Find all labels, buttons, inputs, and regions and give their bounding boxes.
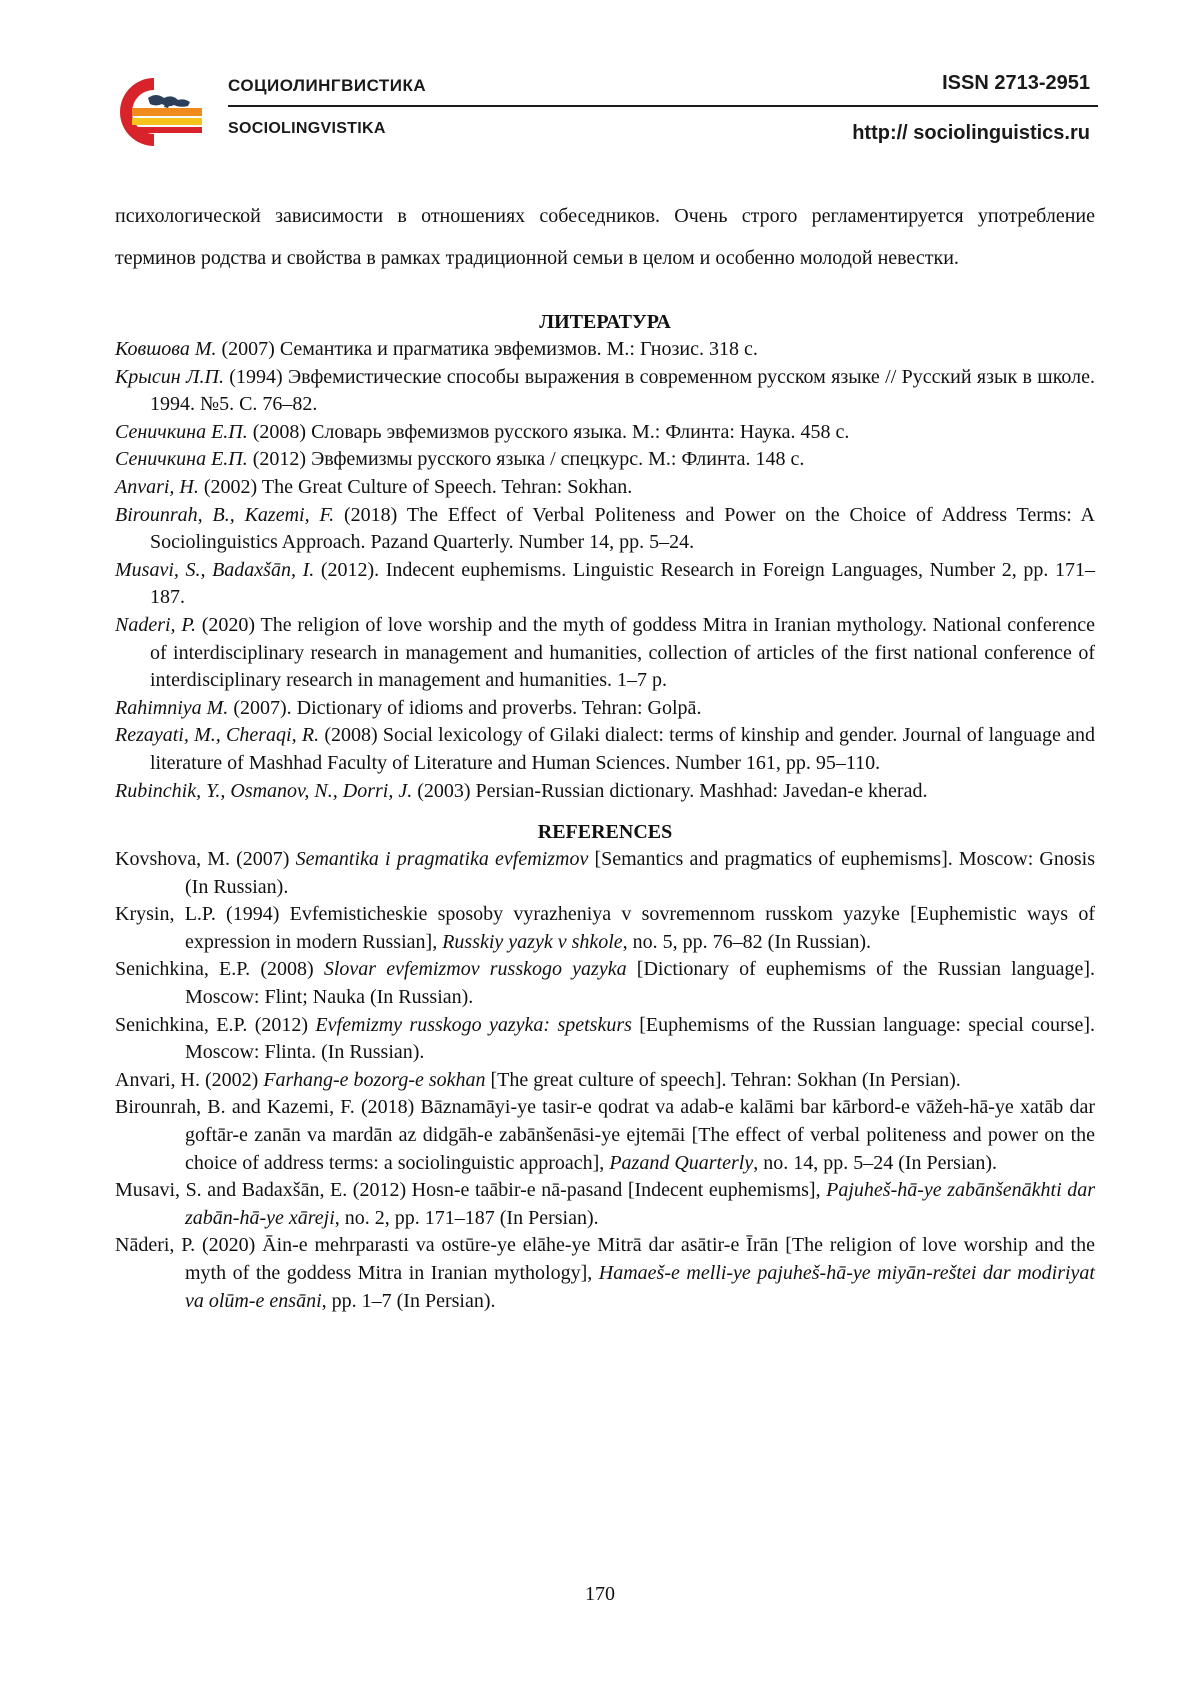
- literature-item: [115, 502, 1095, 557]
- literature-text: (1994) Эвфемистические способы выражения в современном русском языке // Русский язык в школе. 1994. №5. С. 76–82.: [150, 365, 1095, 416]
- literature-item: [115, 336, 1095, 364]
- literature-author: Крысин Л.П.: [115, 365, 224, 388]
- literature-author: Birounrah, B., Kazemi, F.: [115, 503, 335, 526]
- literature-text: (2020) The religion of love worship and the myth of goddess Mitra in Iranian mythology. National conference of interdisciplinary research in management and humanities, collection of articles of the first national conference of interdisciplinary research in management and humanities. 1–7 p.: [150, 613, 1095, 692]
- reference-item: [115, 1012, 1095, 1067]
- reference-text: Musavi, S. and Badaxšān, E. (2012) Hosn-e taābir-e nā-pasand [Indecent euphemisms],: [115, 1179, 827, 1202]
- reference-text: [Semantics and pragmatics of euphemisms]. Moscow: Gnosis (In Russian).: [185, 848, 1095, 898]
- reference-item: [115, 901, 1095, 956]
- journal-title-en: SOCIOLINGVISTIKA: [228, 120, 386, 137]
- literature-author: Rubinchik, Y., Osmanov, N., Dorri, J.: [115, 779, 413, 802]
- header-divider: [228, 105, 1098, 107]
- reference-text: Anvari, H. (2002): [115, 1068, 264, 1091]
- literature-item: [115, 446, 1095, 474]
- literature-text: (2007) Семантика и прагматика эвфемизмов. М.: Гнозис. 318 с.: [216, 338, 758, 360]
- reference-title-italic: Farhang-e bozorg-e sokhan: [263, 1068, 486, 1091]
- literature-item: [115, 557, 1095, 612]
- page-number: 170: [585, 1583, 615, 1605]
- literature-author: Сеничкина Е.П.: [115, 448, 248, 471]
- references-heading: REFERENCES: [537, 821, 673, 844]
- literature-item: [115, 364, 1095, 419]
- reference-text: [Dictionary of euphemisms of the Russian language]. Moscow: Flint; Nauka (In Russian).: [185, 958, 1096, 1009]
- reference-item: [115, 846, 1095, 901]
- page-header: [0, 0, 1200, 160]
- journal-title-ru: СОЦИОЛИНГВИСТИКА: [228, 76, 427, 95]
- literature-list: [115, 336, 1095, 805]
- reference-text: Senichkina, E.P. (2012): [115, 1013, 316, 1036]
- literature-author: Rezayati, M., Cheraqi, R.: [115, 724, 320, 747]
- literature-heading: ЛИТЕРАТУРА: [539, 311, 671, 333]
- literature-text: (2018) The Effect of Verbal Politeness and Power on the Choice of Address Terms: A Sociolinguistics Approach. Pazand Quarterly. Number 14, pp. 5–24.: [150, 503, 1095, 554]
- literature-item: [115, 612, 1095, 695]
- journal-website-link[interactable]: http:// sociolinguistics.ru: [852, 122, 1090, 144]
- literature-author: Anvari, H.: [115, 475, 199, 498]
- reference-title-italic: Pazand Quarterly: [609, 1151, 754, 1174]
- reference-text: Krysin, L.P. (1994) Evfemisticheskie sposoby vyrazheniya v sovremennom russkom yazyke [Euphemistic ways of expression in modern Russian],: [115, 903, 1095, 953]
- article-body: [115, 195, 1095, 1315]
- reference-text: Nāderi, P. (2020) Āin-e mehrparasti va ostūre-ye elāhe-ye Mitrā dar asātir-e Īrān [The religion of love worship and the myth of the goddess Mitra in Iranian mythology],: [115, 1234, 1095, 1284]
- literature-item: [115, 778, 1095, 806]
- reference-text: , no. 5, pp. 76–82 (In Russian).: [622, 930, 871, 953]
- literature-text: (2012). Indecent euphemisms. Linguistic Research in Foreign Languages, Number 2, pp. 171–187.: [150, 558, 1095, 609]
- reference-title-italic: Pajuheš-hā-ye zabānšenākhti dar zabān-hā-ye xāreji: [185, 1179, 1095, 1229]
- literature-author: Musavi, S., Badaxšān, I.: [115, 558, 315, 581]
- literature-text: (2008) Словарь эвфемизмов русского языка. М.: Флинта: Наука. 458 с.: [247, 420, 850, 443]
- reference-text: Kovshova, M. (2007): [115, 848, 296, 871]
- literature-item: [115, 419, 1095, 447]
- reference-item: [115, 956, 1095, 1011]
- reference-text: , no. 14, pp. 5–24 (In Persian).: [753, 1151, 998, 1174]
- reference-text: , pp. 1–7 (In Persian).: [321, 1289, 496, 1312]
- literature-item: [115, 722, 1095, 777]
- journal-logo-icon: [110, 72, 206, 152]
- reference-item: [115, 1067, 1095, 1095]
- literature-text: (2002) The Great Culture of Speech. Tehran: Sokhan.: [198, 475, 633, 498]
- intro-paragraph: психологической зависимости в отношениях собеседников. Очень строго регламентируется употребление терминов родства и свойства в рамках традиционной семьи в целом и особенно молодой невестки.: [115, 205, 1095, 269]
- reference-title-italic: Slovar evfemizmov russkogo yazyka: [323, 958, 627, 981]
- reference-text: , no. 2, pp. 171–187 (In Persian).: [334, 1206, 599, 1229]
- literature-item: [115, 474, 1095, 502]
- literature-author: Naderi, P.: [115, 613, 196, 636]
- reference-text: [The great culture of speech]. Tehran: Sokhan (In Persian).: [485, 1068, 961, 1091]
- reference-text: Birounrah, B. and Kazemi, F. (2018) Bāznamāyi-ye tasir-e qodrat va adab-e kalāmi bar kārbord-e vāžeh-hā-ye xatāb dar goftār-e zanān va mardān az didgāh-e zabānšenāsi-ye ejtemāi [The effect of verbal politeness and power on the choice of address terms: a sociolinguistic approach],: [115, 1096, 1095, 1174]
- reference-text: [Euphemisms of the Russian language: special course]. Moscow: Flinta. (In Russian).: [185, 1013, 1096, 1064]
- literature-author: Rahimniya M.: [115, 696, 229, 719]
- literature-text: (2003) Persian-Russian dictionary. Mashhad: Javedan-e kherad.: [412, 779, 928, 802]
- reference-item: [115, 1177, 1095, 1232]
- literature-item: [115, 695, 1095, 723]
- reference-title-italic: Hamaeš-e melli-ye pajuheš-hā-ye miyān-reštei dar modiriyat va olūm-e ensāni: [185, 1262, 1095, 1312]
- literature-author: Ковшова М.: [115, 338, 217, 360]
- reference-title-italic: Russkiy yazyk v shkole: [442, 930, 623, 953]
- reference-text: Senichkina, E.P. (2008): [115, 958, 324, 981]
- literature-author: Сеничкина Е.П.: [115, 420, 248, 443]
- reference-title-italic: Semantika i pragmatika evfemizmov: [295, 848, 589, 871]
- references-list: [115, 846, 1095, 1315]
- literature-text: (2007). Dictionary of idioms and proverbs. Tehran: Golpā.: [228, 696, 702, 719]
- reference-item: [115, 1232, 1095, 1315]
- literature-text: (2012) Эвфемизмы русского языка / спецкурс. М.: Флинта. 148 с.: [247, 448, 805, 471]
- issn-label: ISSN 2713-2951: [942, 72, 1090, 94]
- reference-title-italic: Evfemizmy russkogo yazyka: spetskurs: [315, 1013, 632, 1036]
- literature-text: (2008) Social lexicology of Gilaki dialect: terms of kinship and gender. Journal of language and literature of Mashhad Faculty of Literature and Human Sciences. Number 161, pp. 95–110.: [150, 724, 1095, 774]
- reference-item: [115, 1094, 1095, 1177]
